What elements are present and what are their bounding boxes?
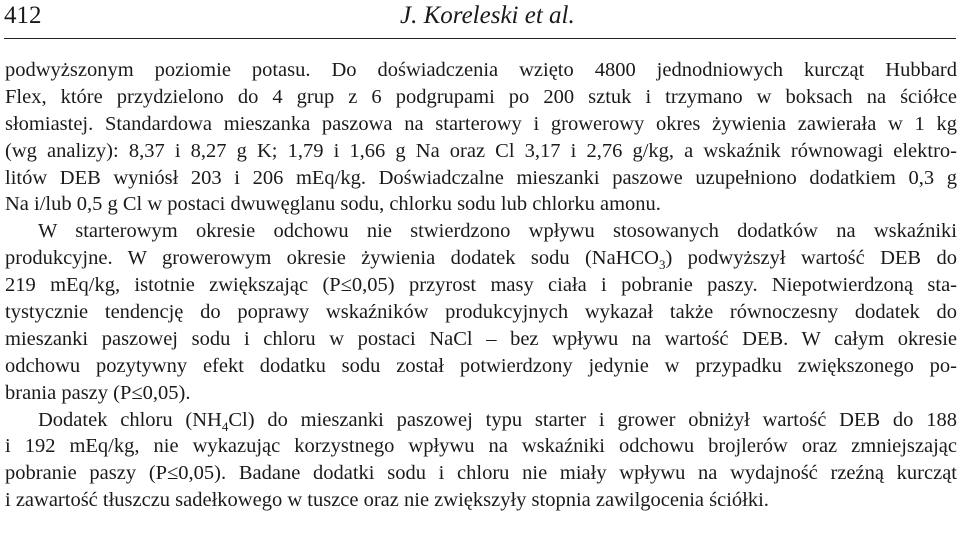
text-line [5,407,957,434]
text-line: Flex, które przydzielono do 4 grup z 6 podgrupami po 200 sztuk i trzymano w boksach na ściółce [5,85,957,108]
paragraph-1 [5,57,957,218]
text-line: pobranie paszy (P≤0,05). Badane dodatki sodu i chloru nie miały wpływu na wydajność rzeźną kurcząt [5,462,957,485]
text-line: brania paszy (P≤0,05). [5,381,191,404]
text-line: tystycznie tendencję do poprawy wskaźników produkcyjnych wykazał także równoczesny dodatek do [5,301,957,324]
text-line: słomiastej. Standardowa mieszanka paszowa na starterowy i growerowy okres żywienia zawierała w 1 kg [5,112,957,135]
text-line: odchowu pozytywny efekt dodatku sodu został potwierdzony jedynie w przypadku zwiększonego po- [5,354,957,377]
page-header [4,0,956,39]
text-line: W starterowym okresie odchowu nie stwierdzono wpływu stosowanych dodatków na wskaźniki [38,220,957,243]
page-number: 412 [4,2,42,29]
paragraph-2 [5,218,957,406]
text-line: litów DEB wyniósł 203 i 206 mEq/kg. Doświadczalne mieszanki paszowe uzupełniono dodatkiem 0,3 g [5,166,957,189]
text-line: mieszanki paszowej sodu i chloru w postaci NaCl – bez wpływu na wartość DEB. W całym okresie [5,327,957,350]
text-fragment: ) podwyższył wartość DEB do [665,247,957,270]
text-fragment: Dodatek chloru (NH [38,408,222,431]
subscript: 4 [221,418,229,434]
text-fragment: Cl) do mieszanki paszowej typu starter i grower obniżył wartość DEB do 188 [228,408,957,431]
text-line: podwyższonym poziomie potasu. Do doświadczenia wzięto 4800 jednodniowych kurcząt Hubbard [5,59,957,81]
text-line [5,245,957,272]
text-fragment: produkcyjne. W growerowym okresie żywienia dodatek sodu (NaHCO [5,247,659,270]
text-line: 219 mEq/kg, istotnie zwiększając (P≤0,05) przyrost masy ciała i pobranie paszy. Niepotwierdzoną sta- [5,274,957,297]
subscript: 3 [658,257,666,273]
text-line: Na i/lub 0,5 g Cl w postaci dwuwęglanu sodu, chlorku sodu lub chlorku amonu. [5,193,661,216]
text-line: i 192 mEq/kg, nie wykazując korzystnego wpływu na wskaźniki odchowu brojlerów oraz zmniejszając [5,435,957,458]
body-text [5,57,957,514]
text-line: i zawartość tłuszczu sadełkowego w tuszce oraz nie zwiększyły stopnia zawilgocenia ściółki. [5,489,769,512]
paragraph-3 [5,407,957,515]
text-line: (wg analizy): 8,37 i 8,27 g K; 1,79 i 1,66 g Na oraz Cl 3,17 i 2,76 g/kg, a wskaźnik równowagi elektro- [5,139,957,162]
running-head: J. Koreleski et al. [400,2,575,29]
